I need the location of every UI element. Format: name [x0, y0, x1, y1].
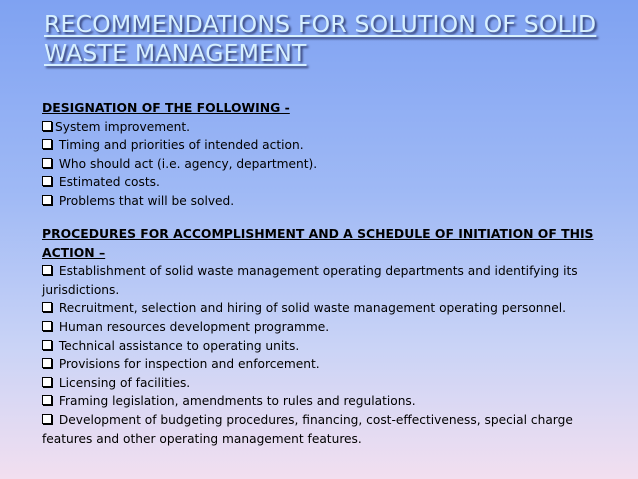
checkbox-square-icon — [42, 377, 52, 387]
list-item-text: Estimated costs. — [55, 175, 160, 190]
list-item-text: System improvement. — [55, 119, 190, 134]
list-item — [42, 355, 612, 374]
list-item-text: Human resources development programme. — [55, 319, 330, 334]
procedures-section — [42, 225, 612, 448]
designation-section — [42, 99, 602, 211]
list-item-text: Timing and priorities of intended action. — [55, 138, 304, 153]
slide-title — [44, 10, 624, 68]
procedures-heading: PROCEDURES FOR ACCOMPLISHMENT AND A SCHEDULE OF INITIATION OF THIS ACTION – — [42, 226, 594, 260]
list-item — [42, 173, 602, 192]
list-item-text: Technical assistance to operating units. — [55, 338, 300, 353]
list-item — [42, 299, 612, 318]
checkbox-square-icon — [42, 176, 52, 186]
slide-title-line-1: RECOMMENDATIONS FOR SOLUTION OF SOLID — [44, 10, 597, 38]
list-item — [42, 262, 612, 299]
checkbox-square-icon — [42, 340, 52, 350]
list-item — [42, 337, 612, 356]
list-item — [42, 118, 602, 137]
checkbox-square-icon — [42, 121, 52, 131]
checkbox-square-icon — [42, 195, 52, 205]
list-item-text: Provisions for inspection and enforcement. — [55, 357, 320, 372]
list-item — [42, 374, 612, 393]
list-item-text: Problems that will be solved. — [55, 193, 235, 208]
list-item-text: Framing legislation, amendments to rules and regulations. — [55, 394, 416, 409]
checkbox-square-icon — [42, 414, 52, 424]
designation-heading: DESIGNATION OF THE FOLLOWING - — [42, 100, 290, 115]
list-item — [42, 392, 612, 411]
slide-title-line-2: WASTE MANAGEMENT — [44, 39, 307, 67]
list-item — [42, 318, 612, 337]
checkbox-square-icon — [42, 321, 52, 331]
list-item — [42, 155, 602, 174]
checkbox-square-icon — [42, 302, 52, 312]
list-item — [42, 136, 602, 155]
list-item-text: Recruitment, selection and hiring of solid waste management operating personnel. — [55, 301, 566, 316]
checkbox-square-icon — [42, 395, 52, 405]
list-item-text: Development of budgeting procedures, financing, cost-effectiveness, special charge features and other operating management features. — [42, 412, 573, 446]
checkbox-square-icon — [42, 265, 52, 275]
list-item-text: Establishment of solid waste management operating departments and identifying its jurisdictions. — [42, 264, 578, 297]
list-item-text: Who should act (i.e. agency, department). — [55, 156, 318, 171]
list-item — [42, 411, 612, 448]
list-item-text: Licensing of facilities. — [55, 375, 191, 390]
checkbox-square-icon — [42, 139, 52, 149]
list-item — [42, 192, 602, 211]
checkbox-square-icon — [42, 358, 52, 368]
checkbox-square-icon — [42, 158, 52, 168]
